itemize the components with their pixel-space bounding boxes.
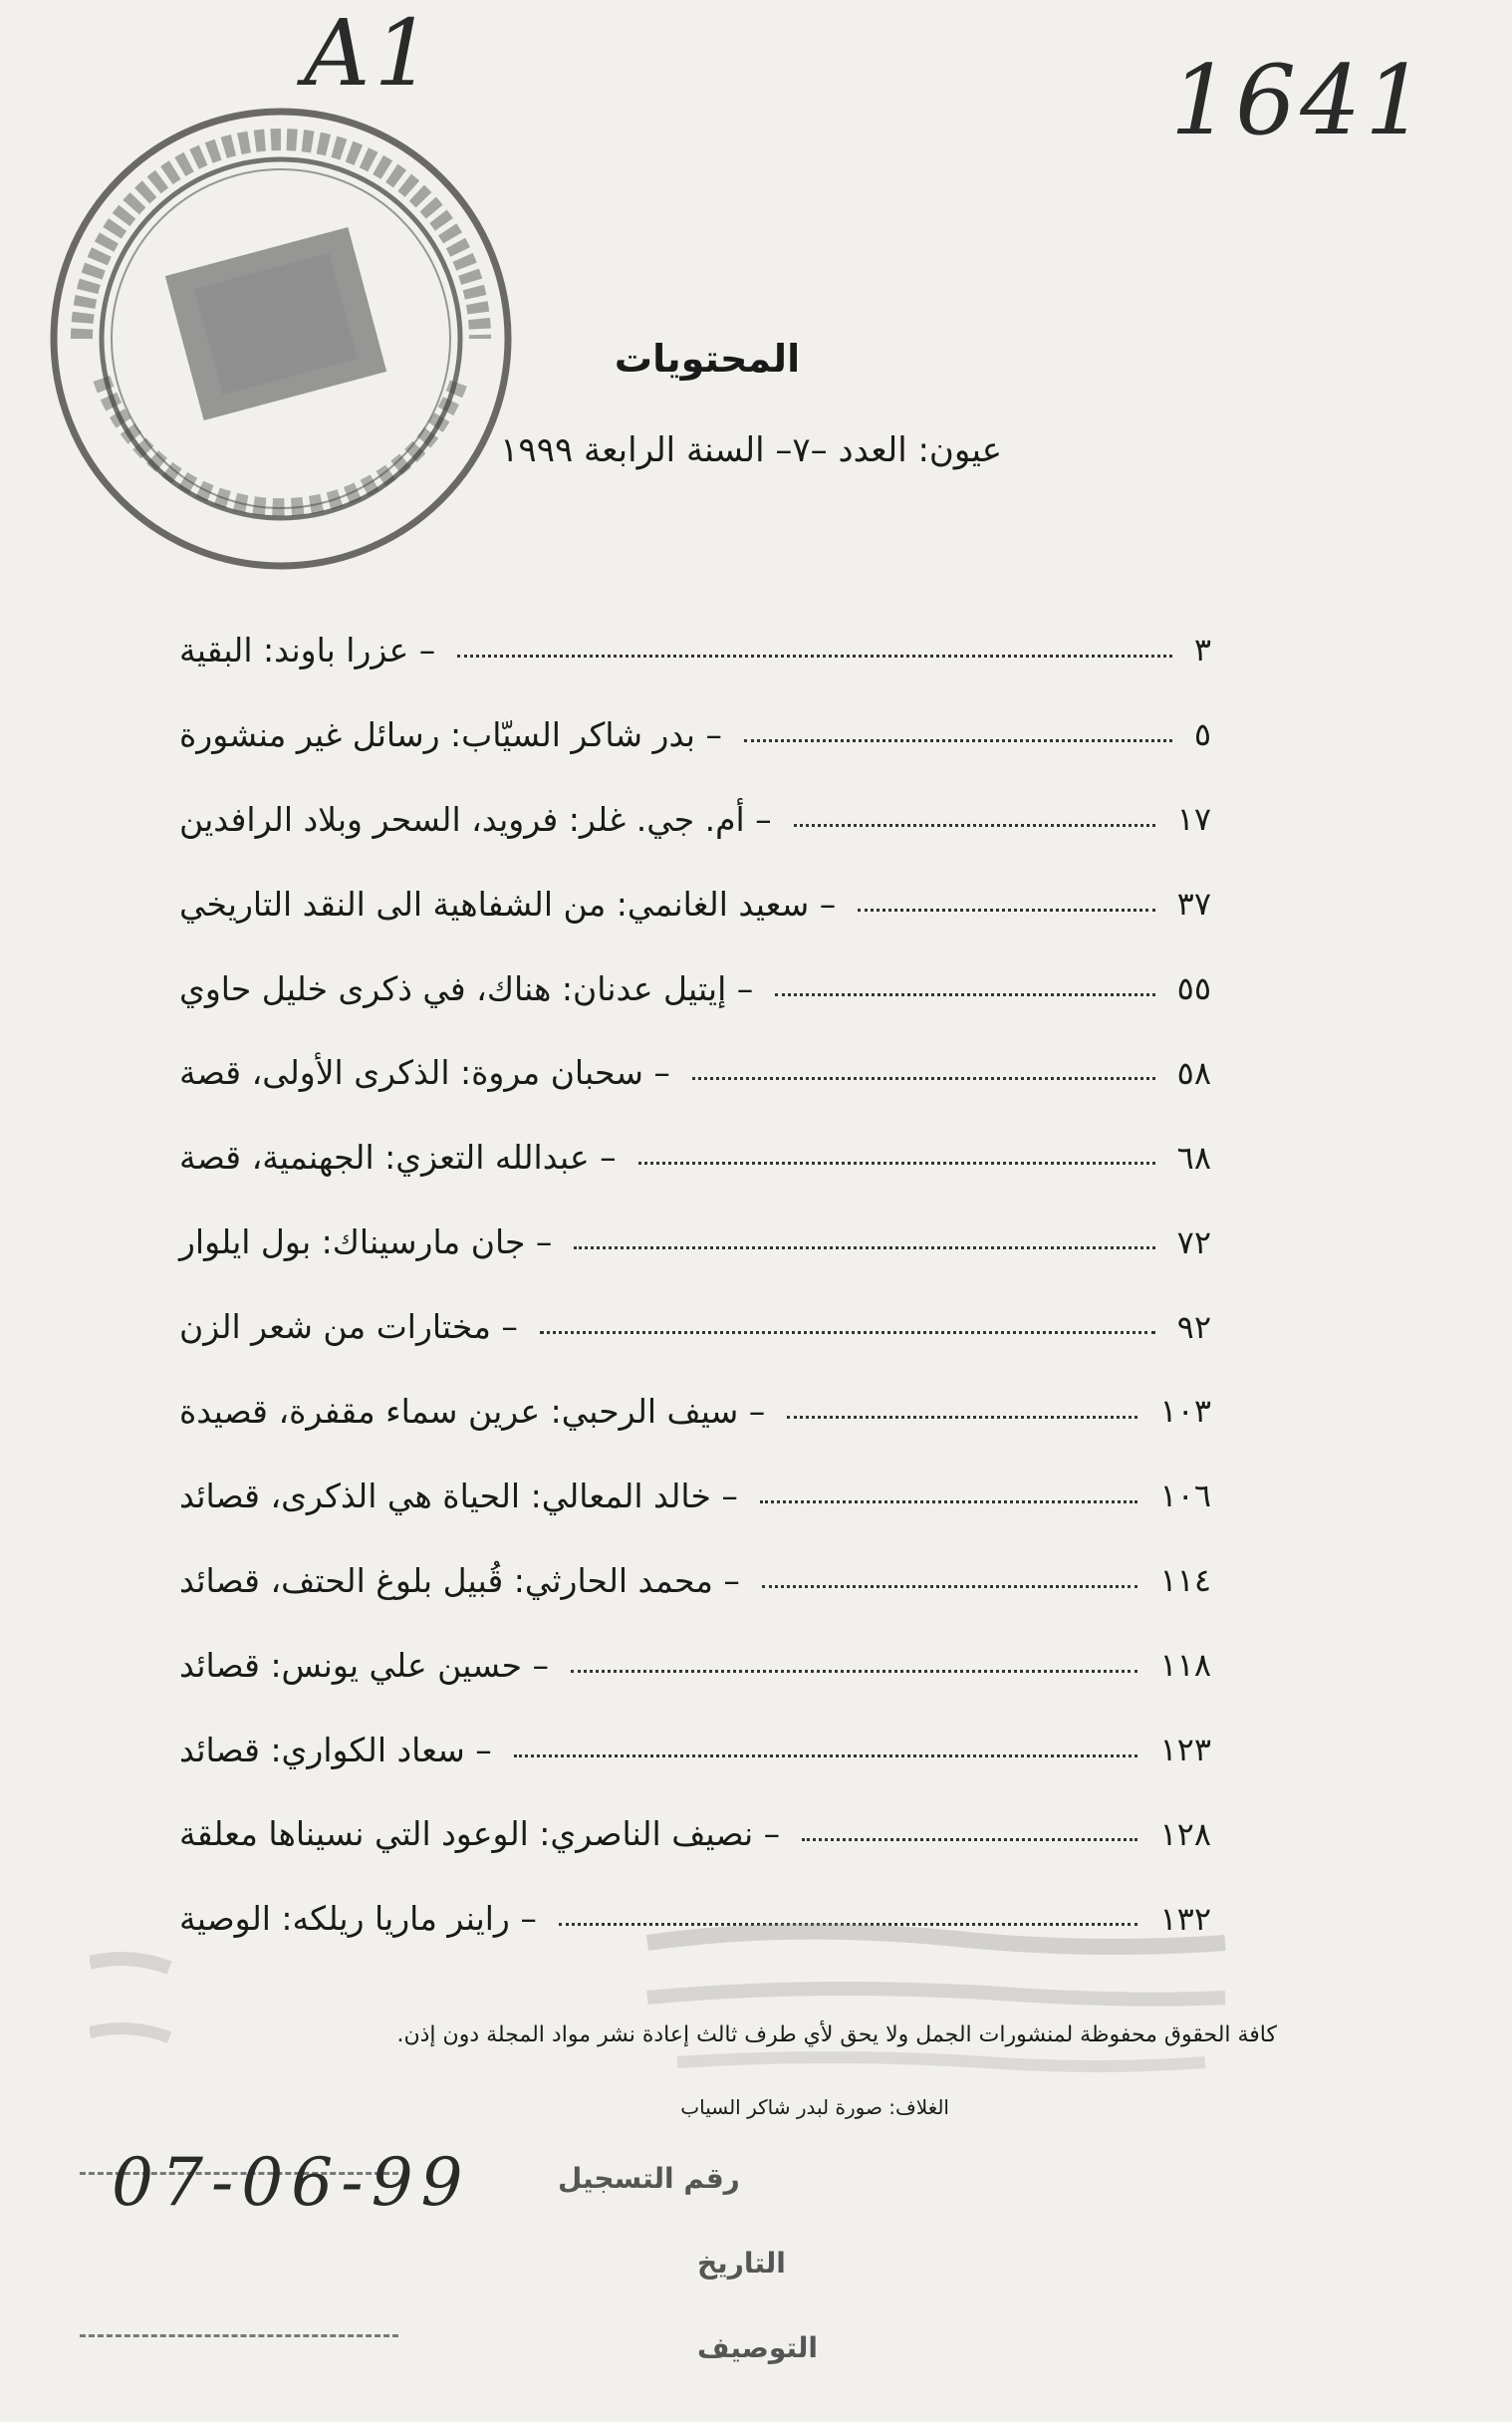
cover-credit: الغلاف: صورة لبدر شاكر السياب — [680, 2095, 949, 2119]
toc-page-number: ٣ — [1193, 631, 1211, 670]
toc-page-number: ١٠٣ — [1159, 1392, 1211, 1431]
toc-dot-leader — [762, 1583, 1138, 1588]
toc-dot-leader — [574, 1244, 1154, 1249]
toc-dot-leader — [744, 737, 1172, 742]
toc-entry-title: – عبدالله التعزي: الجهنمية، قصة — [179, 1138, 617, 1178]
toc-page-number: ٣٧ — [1176, 885, 1211, 924]
handwritten-code: A1 — [304, 0, 436, 107]
toc-entry-title: – سحبان مروة: الذكرى الأولى، قصة — [179, 1053, 670, 1093]
toc-page-number: ١٧ — [1176, 800, 1211, 839]
toc-entry-title: – سيف الرحبي: عرين سماء مقفرة، قصيدة — [179, 1391, 766, 1431]
toc-dot-leader — [787, 1414, 1137, 1419]
toc-row — [179, 1369, 1211, 1454]
rights-notice: كافة الحقوق محفوظة لمنشورات الجمل ولا يحق لأي طرف ثالث إعادة نشر مواد المجلة دون إذن. — [396, 2022, 1277, 2047]
toc-dot-leader — [571, 1668, 1137, 1673]
toc-dot-leader — [638, 1160, 1155, 1165]
registration-label: رقم التسجيل — [558, 2162, 740, 2195]
description-label: التوصيف — [697, 2331, 818, 2364]
toc-row — [179, 777, 1211, 862]
contents-title: المحتويات — [614, 337, 801, 381]
toc-entry-title: – إيتيل عدنان: هناك، في ذكرى خليل حاوي — [179, 968, 754, 1008]
toc-row — [179, 1623, 1211, 1708]
toc-dot-leader — [514, 1752, 1138, 1757]
toc-row — [179, 1454, 1211, 1538]
date-label: التاريخ — [697, 2247, 786, 2280]
toc-row — [179, 1200, 1211, 1284]
toc-page-number: ٥٥ — [1176, 969, 1211, 1007]
handwritten-date: 07-06-99 — [112, 2144, 471, 2221]
toc-page-number: ١٣٢ — [1159, 1899, 1211, 1938]
toc-page-number: ٥ — [1193, 715, 1211, 754]
table-of-contents — [179, 608, 1211, 1961]
library-round-stamp-icon — [42, 100, 520, 578]
toc-row — [179, 1791, 1211, 1876]
toc-page-number: ٦٨ — [1176, 1138, 1211, 1177]
toc-dot-leader — [760, 1498, 1138, 1503]
toc-entry-title: – حسين علي يونس: قصائد — [179, 1645, 550, 1685]
toc-page-number: ٥٨ — [1176, 1053, 1211, 1092]
toc-row — [179, 1030, 1211, 1115]
toc-page-number: ١٠٦ — [1159, 1477, 1211, 1515]
toc-entry-title: – مختارات من شعر الزن — [179, 1307, 518, 1347]
toc-entry-title: – سعيد الغانمي: من الشفاهية الى النقد التاريخي — [179, 884, 837, 924]
toc-row — [179, 1284, 1211, 1369]
toc-entry-title: – خالد المعالي: الحياة هي الذكرى، قصائد — [179, 1476, 738, 1515]
toc-row — [179, 1538, 1211, 1623]
toc-dot-leader — [457, 653, 1172, 658]
toc-row — [179, 862, 1211, 946]
handwritten-number: 1641 — [1170, 45, 1430, 156]
toc-row — [179, 692, 1211, 777]
toc-row — [179, 946, 1211, 1031]
toc-page-number: ١٢٣ — [1159, 1731, 1211, 1769]
toc-entry-title: – نصيف الناصري: الوعود التي نسيناها معلقة — [179, 1814, 781, 1854]
toc-page-number: ١٢٨ — [1159, 1814, 1211, 1853]
toc-dot-leader — [540, 1329, 1155, 1334]
toc-page-number: ٩٢ — [1176, 1307, 1211, 1346]
toc-dot-leader — [692, 1075, 1155, 1080]
toc-entry-title: – عزرا باوند: البقية — [179, 630, 436, 670]
toc-entry-title: – بدر شاكر السيّاب: رسائل غير منشورة — [179, 714, 722, 754]
toc-entry-title: – أم. جي. غلر: فرويد، السحر وبلاد الرافدين — [179, 799, 772, 839]
toc-dot-leader — [858, 907, 1154, 912]
toc-page-number: ١١٨ — [1159, 1646, 1211, 1685]
toc-entry-title: – محمد الحارثي: قُبيل بلوغ الحتف، قصائد — [179, 1560, 740, 1600]
toc-row — [179, 1115, 1211, 1200]
toc-page-number: ٧٢ — [1176, 1222, 1211, 1261]
toc-entry-title: – راينر ماريا ريلكه: الوصية — [179, 1899, 537, 1939]
toc-row — [179, 1708, 1211, 1792]
issue-line: عيون: العدد –٧– السنة الرابعة ١٩٩٩ — [500, 430, 1002, 470]
toc-row — [179, 608, 1211, 692]
toc-entry-title: – جان مارسيناك: بول ايلوار — [179, 1222, 553, 1262]
toc-dot-leader — [802, 1836, 1137, 1841]
toc-dot-leader — [775, 991, 1154, 996]
toc-dot-leader — [794, 822, 1155, 827]
toc-entry-title: – سعاد الكواري: قصائد — [179, 1730, 492, 1769]
toc-page-number: ١١٤ — [1159, 1561, 1211, 1600]
